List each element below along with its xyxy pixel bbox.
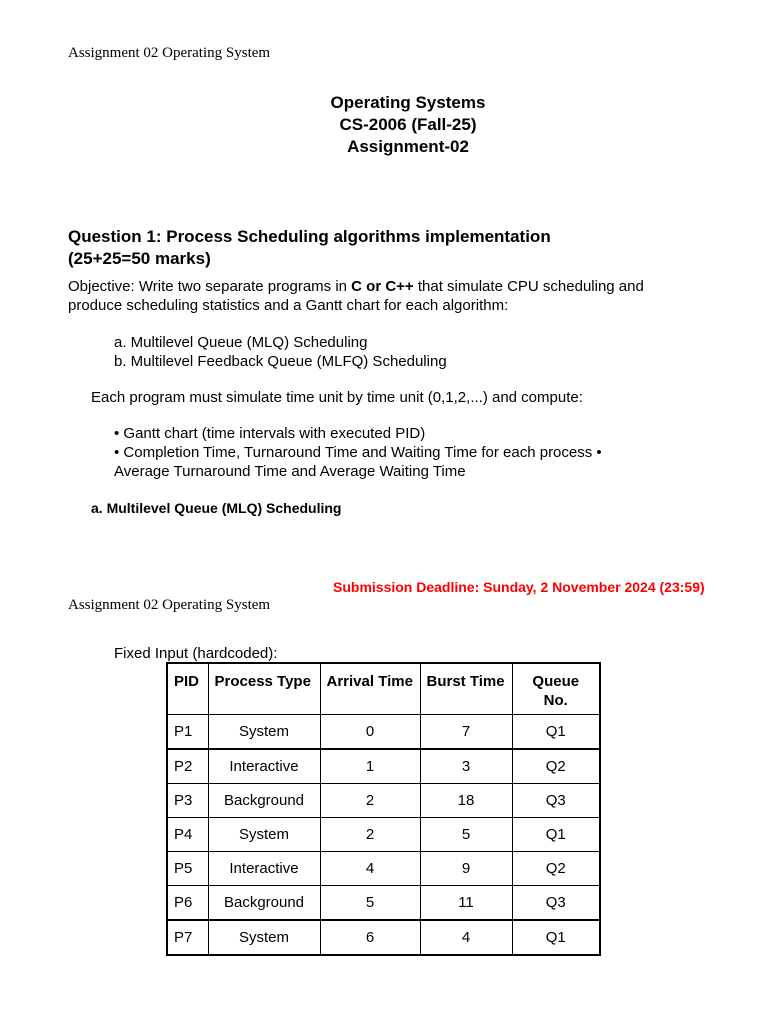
compute-list [114,424,602,481]
cell-process-type: System [208,714,320,749]
cell-pid: P6 [167,885,208,920]
cell-process-type: Interactive [208,851,320,885]
cell-pid: P5 [167,851,208,885]
cell-pid: P7 [167,920,208,955]
cell-queue-no: Q2 [512,851,600,885]
list-item: Average Turnaround Time and Average Waiting Time [114,463,466,480]
objective-language: C or C++ [351,278,414,295]
question-marks: (25+25=50 marks) [68,249,211,268]
cell-process-type: Background [208,885,320,920]
table-row [167,749,600,784]
table-header-row [167,663,600,714]
section-heading-mlq: a. Multilevel Queue (MLQ) Scheduling [91,500,342,516]
cell-queue-no: Q1 [512,920,600,955]
title-line-assignment: Assignment-02 [347,137,469,156]
question-title: Question 1: Process Scheduling algorithms implementation [68,227,551,246]
table-row [167,851,600,885]
cell-pid: P2 [167,749,208,784]
column-header-burst-time: Burst Time [420,663,512,714]
simulate-instruction: Each program must simulate time unit by time unit (0,1,2,...) and compute: [91,389,583,406]
cell-burst-time: 5 [420,817,512,851]
cell-queue-no: Q3 [512,783,600,817]
table-row [167,817,600,851]
cell-queue-no: Q1 [512,714,600,749]
cell-pid: P4 [167,817,208,851]
column-header-process-type: Process Type [208,663,320,714]
cell-burst-time: 9 [420,851,512,885]
list-item: • Gantt chart (time intervals with executed PID) [114,425,426,442]
cell-burst-time: 3 [420,749,512,784]
algorithm-list [114,333,447,371]
title-line-course: Operating Systems [330,93,486,112]
column-header-arrival-time: Arrival Time [320,663,420,714]
cell-pid: P3 [167,783,208,817]
cell-arrival-time: 4 [320,851,420,885]
cell-queue-no: Q2 [512,749,600,784]
cell-process-type: System [208,817,320,851]
table-row [167,920,600,955]
table-row [167,783,600,817]
table-row [167,714,600,749]
cell-arrival-time: 1 [320,749,420,784]
question-heading [68,226,551,270]
submission-deadline: Submission Deadline: Sunday, 2 November 2024 (23:59) [333,579,705,595]
cell-pid: P1 [167,714,208,749]
cell-queue-no: Q1 [512,817,600,851]
document-title [0,92,768,158]
cell-burst-time: 7 [420,714,512,749]
cell-burst-time: 18 [420,783,512,817]
cell-process-type: Background [208,783,320,817]
fixed-input-label: Fixed Input (hardcoded): [114,645,278,662]
cell-process-type: Interactive [208,749,320,784]
list-item: • Completion Time, Turnaround Time and Waiting Time for each process • [114,444,602,461]
cell-burst-time: 4 [420,920,512,955]
objective-line2: produce scheduling statistics and a Gantt chart for each algorithm: [68,297,509,314]
objective-text-end: that simulate CPU scheduling and [413,278,644,295]
cell-arrival-time: 0 [320,714,420,749]
column-header-queue-no: Queue No. [512,663,600,714]
cell-arrival-time: 2 [320,783,420,817]
page-header: Assignment 02 Operating System [68,597,271,613]
cell-arrival-time: 5 [320,885,420,920]
list-item: a. Multilevel Queue (MLQ) Scheduling [114,334,368,351]
process-input-table [166,662,601,956]
objective-text-start: Objective: Write two separate programs in [68,278,352,295]
column-header-pid: PID [167,663,208,714]
list-item: b. Multilevel Feedback Queue (MLFQ) Scheduling [114,353,447,370]
page-header: Assignment 02 Operating System [68,45,271,61]
cell-arrival-time: 2 [320,817,420,851]
cell-arrival-time: 6 [320,920,420,955]
title-line-code: CS-2006 (Fall-25) [339,115,477,134]
cell-process-type: System [208,920,320,955]
objective-paragraph [68,277,708,315]
cell-burst-time: 11 [420,885,512,920]
table-row [167,885,600,920]
cell-queue-no: Q3 [512,885,600,920]
